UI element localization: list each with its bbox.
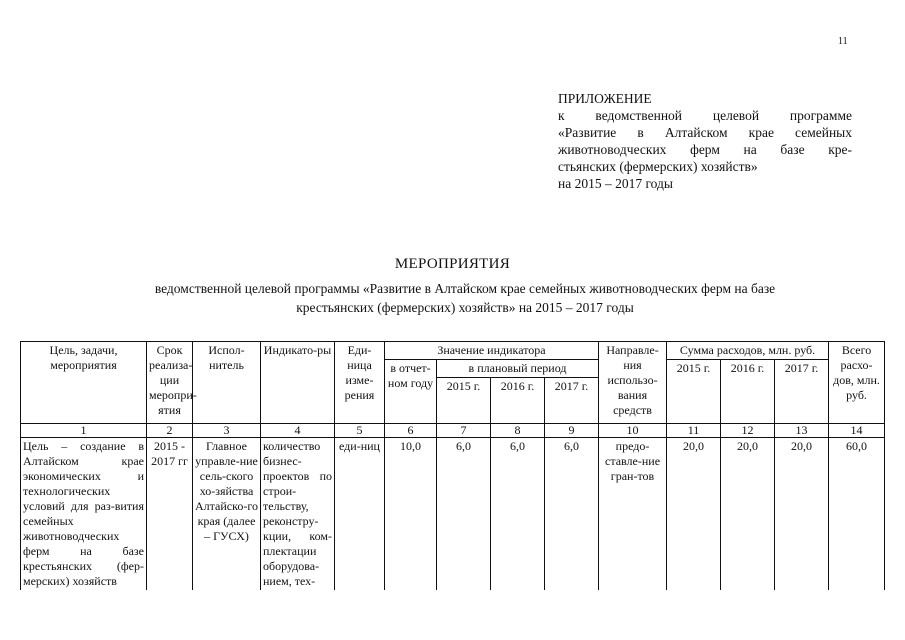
cell-expense-2015: 20,0 xyxy=(667,438,721,591)
column-number: 3 xyxy=(193,424,261,438)
cell-goal: Цель – создание в Алтайском крае экономических и технологических условий для раз-вития семейных животноводческих ферм на базе крестьянских (фер-мерских) хозяйств xyxy=(21,438,147,591)
column-number: 14 xyxy=(829,424,885,438)
header-expense-2017: 2017 г. xyxy=(775,360,829,424)
column-number-row xyxy=(21,424,885,438)
table-row xyxy=(21,438,885,591)
header-plan-2015: 2015 г. xyxy=(437,378,491,424)
column-number: 11 xyxy=(667,424,721,438)
header-executor: Испол-нитель xyxy=(193,342,261,424)
appendix-line: на 2015 – 2017 годы xyxy=(558,176,673,191)
page-number: 11 xyxy=(838,36,848,47)
subtitle-line: крестьянских (фермерских) хозяйств» на 2015 – 2017 годы xyxy=(296,300,634,315)
column-number: 2 xyxy=(147,424,193,438)
header-row xyxy=(21,342,885,360)
subtitle-line: ведомственной целевой программы «Развитие в Алтайском крае семейных животноводческих ферм на базе xyxy=(154,281,776,296)
appendix-block xyxy=(558,90,852,192)
cell-plan-2015: 6,0 xyxy=(437,438,491,591)
header-indicator-value: Значение индикатора xyxy=(385,342,599,360)
cell-report-year: 10,0 xyxy=(385,438,437,591)
appendix-line: «Развитие в Алтайском крае семейных xyxy=(558,125,852,140)
appendix-heading: ПРИЛОЖЕНИЕ xyxy=(558,91,652,106)
cell-unit: еди-ниц xyxy=(335,438,385,591)
cell-plan-2017: 6,0 xyxy=(545,438,599,591)
cell-term: 2015 - 2017 гг xyxy=(147,438,193,591)
header-indicators: Индикато-ры xyxy=(261,342,335,424)
cell-direction: предо-ставле-ние гран-тов xyxy=(599,438,667,591)
column-number: 1 xyxy=(21,424,147,438)
appendix-line: животноводческих ферм на базе кре- xyxy=(558,142,852,157)
appendix-line: стьянских (фермерских) хозяйств» xyxy=(558,159,758,174)
cell-indicator: количество бизнес-проектов по строи-тельству, реконстру-кции, ком-плектации оборудова-нием, тех- xyxy=(261,438,335,591)
cell-expense-2016: 20,0 xyxy=(721,438,775,591)
appendix-line: к ведомственной целевой программе xyxy=(558,108,852,123)
header-planned-period: в плановый период xyxy=(437,360,599,378)
column-number: 8 xyxy=(491,424,545,438)
header-plan-2016: 2016 г. xyxy=(491,378,545,424)
header-unit: Еди-ница изме-рения xyxy=(335,342,385,424)
header-plan-2017: 2017 г. xyxy=(545,378,599,424)
column-number: 7 xyxy=(437,424,491,438)
header-direction: Направле-ния использо-вания средств xyxy=(599,342,667,424)
cell-plan-2016: 6,0 xyxy=(491,438,545,591)
header-expense-2016: 2016 г. xyxy=(721,360,775,424)
column-number: 10 xyxy=(599,424,667,438)
header-total: Всего расхо-дов, млн. руб. xyxy=(829,342,885,424)
document-subtitle xyxy=(95,279,835,317)
header-expenses: Сумма расходов, млн. руб. xyxy=(667,342,829,360)
header-expense-2015: 2015 г. xyxy=(667,360,721,424)
cell-total: 60,0 xyxy=(829,438,885,591)
column-number: 13 xyxy=(775,424,829,438)
column-number: 6 xyxy=(385,424,437,438)
column-number: 9 xyxy=(545,424,599,438)
column-number: 12 xyxy=(721,424,775,438)
document-title: МЕРОПРИЯТИЯ xyxy=(394,256,511,272)
header-goal: Цель, задачи, мероприятия xyxy=(21,342,147,424)
header-term: Срок реализа-ции меропри-ятия xyxy=(147,342,193,424)
column-number: 4 xyxy=(261,424,335,438)
header-report-year: в отчет-ном году xyxy=(385,360,437,424)
measures-table xyxy=(20,341,885,590)
cell-expense-2017: 20,0 xyxy=(775,438,829,591)
cell-executor: Главное управле-ние сель-ского хо-зяйства Алтайско-го края (далее – ГУСХ) xyxy=(193,438,261,591)
column-number: 5 xyxy=(335,424,385,438)
